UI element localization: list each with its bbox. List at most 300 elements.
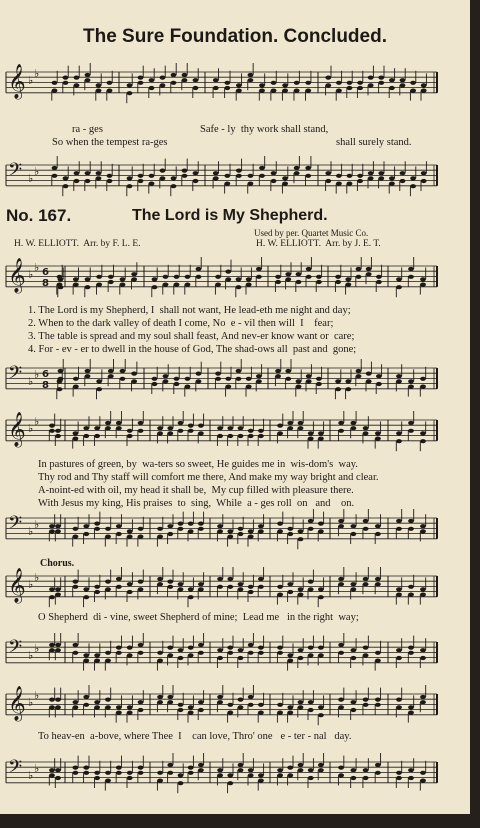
- note-head: [227, 585, 233, 589]
- note-head: [248, 434, 254, 438]
- note-head: [375, 763, 381, 767]
- note-head: [49, 424, 55, 428]
- verse-1-line-a: 1. The Lord is my Shepherd, I shall not want, He lead-eth me night and day;: [28, 305, 351, 316]
- note-head: [107, 89, 113, 93]
- note-head: [338, 651, 344, 655]
- time-signature-top: 6: [42, 369, 49, 380]
- note-head: [167, 653, 173, 657]
- note-head: [350, 776, 356, 780]
- note-head: [378, 81, 384, 85]
- time-signature-bottom: 8: [42, 278, 49, 289]
- note-head: [198, 708, 204, 712]
- note-head: [157, 779, 163, 783]
- note-head: [107, 81, 113, 85]
- note-head: [305, 166, 311, 170]
- note-head: [94, 527, 100, 531]
- note-head: [105, 651, 111, 655]
- note-head: [152, 382, 158, 386]
- note-head: [131, 277, 137, 281]
- note-head: [178, 708, 184, 712]
- note-head: [73, 377, 79, 381]
- note-head: [160, 76, 166, 80]
- time-signature-bottom: 8: [42, 380, 49, 391]
- note-head: [336, 81, 342, 85]
- flat-icon: ♭: [28, 172, 34, 185]
- note-head: [138, 587, 144, 591]
- note-head: [188, 522, 194, 526]
- note-head: [420, 529, 426, 533]
- note-head: [366, 379, 372, 383]
- note-head: [171, 73, 177, 77]
- note-head: [350, 768, 356, 772]
- note-head: [258, 529, 264, 533]
- note-head: [400, 171, 406, 175]
- note-head: [325, 76, 331, 80]
- note-head: [408, 275, 414, 279]
- note-head: [420, 439, 426, 443]
- note-head: [138, 174, 144, 178]
- note-head: [227, 773, 233, 777]
- note-head: [277, 703, 283, 707]
- flat-icon: ♭: [28, 696, 34, 709]
- note-head: [73, 585, 79, 589]
- note-head: [256, 275, 262, 279]
- note-head: [213, 86, 219, 90]
- note-head: [396, 285, 402, 289]
- note-head: [375, 651, 381, 655]
- note-head: [227, 577, 233, 581]
- note-head: [396, 776, 402, 780]
- note-head: [107, 179, 113, 183]
- note-head: [421, 179, 427, 183]
- note-head: [236, 377, 242, 381]
- note-head: [120, 283, 126, 287]
- note-head: [408, 646, 414, 650]
- note-head: [178, 703, 184, 707]
- note-head: [178, 648, 184, 652]
- note-head: [396, 593, 402, 597]
- note-head: [138, 535, 144, 539]
- note-head: [213, 171, 219, 175]
- note-head: [178, 587, 184, 591]
- note-head: [178, 582, 184, 586]
- note-head: [277, 424, 283, 428]
- note-head: [375, 437, 381, 441]
- note-head: [149, 174, 155, 178]
- note-head: [188, 587, 194, 591]
- note-head: [420, 385, 426, 389]
- note-head: [52, 89, 58, 93]
- note-head: [408, 711, 414, 715]
- note-head: [213, 78, 219, 82]
- note-head: [85, 277, 91, 281]
- note-head: [275, 374, 281, 378]
- note-head: [167, 580, 173, 584]
- note-head: [116, 766, 122, 770]
- note-head: [73, 771, 79, 775]
- note-head: [174, 283, 180, 287]
- note-head: [83, 659, 89, 663]
- note-head: [188, 653, 194, 657]
- note-head: [85, 374, 91, 378]
- note-head: [408, 705, 414, 709]
- note-head: [127, 83, 133, 87]
- note-head: [105, 527, 111, 531]
- note-head: [347, 174, 353, 178]
- note-head: [138, 580, 144, 584]
- note-head: [127, 184, 133, 188]
- note-head: [335, 275, 341, 279]
- note-head: [224, 86, 230, 90]
- note-head: [338, 643, 344, 647]
- note-head: [420, 779, 426, 783]
- flat-icon: ♭: [34, 67, 40, 80]
- note-head: [73, 385, 79, 389]
- note-head: [55, 705, 61, 709]
- note-head: [127, 711, 133, 715]
- note-head: [74, 83, 80, 87]
- bass-clef-icon: 𝄢: [8, 513, 23, 538]
- note-head: [350, 582, 356, 586]
- note-head: [294, 171, 300, 175]
- note-head: [198, 587, 204, 591]
- note-head: [318, 713, 324, 717]
- note-head: [236, 369, 242, 373]
- verse-3-line-b: A-noint-ed with oil, my head it shall be, My cup filled with pleasure there.: [38, 485, 354, 496]
- note-head: [196, 379, 202, 383]
- note-head: [308, 700, 314, 704]
- note-head: [188, 705, 194, 709]
- note-head: [316, 275, 322, 279]
- note-head: [316, 382, 322, 386]
- note-head: [259, 89, 265, 93]
- note-head: [49, 705, 55, 709]
- note-head: [420, 277, 426, 281]
- note-head: [275, 280, 281, 284]
- note-head: [105, 421, 111, 425]
- note-head: [336, 89, 342, 93]
- note-head: [225, 377, 231, 381]
- note-head: [420, 377, 426, 381]
- chorus-line-1: O Shepherd di - vine, sweet Shepherd of mine; Lead me in the right way;: [38, 612, 359, 623]
- note-head: [308, 431, 314, 435]
- note-head: [248, 651, 254, 655]
- note-head: [308, 527, 314, 531]
- note-head: [347, 182, 353, 186]
- note-head: [83, 771, 89, 775]
- note-head: [85, 179, 91, 183]
- note-head: [227, 646, 233, 650]
- note-head: [160, 83, 166, 87]
- note-head: [138, 421, 144, 425]
- credit-right: H. W. ELLIOTT. Arr. by J. E. T.: [256, 239, 381, 249]
- note-head: [408, 429, 414, 433]
- note-head: [376, 280, 382, 284]
- note-head: [73, 437, 79, 441]
- note-head: [410, 81, 416, 85]
- note-head: [308, 519, 314, 523]
- note-head: [296, 385, 302, 389]
- note-head: [287, 582, 293, 586]
- note-head: [368, 83, 374, 87]
- note-head: [408, 379, 414, 383]
- note-head: [182, 174, 188, 178]
- note-head: [350, 524, 356, 528]
- note-head: [157, 426, 163, 430]
- verse-4-line-a: 4. For - ev - er to dwell in the house of God, The shad-ows all past and gone;: [28, 344, 357, 355]
- note-head: [127, 434, 133, 438]
- note-head: [298, 537, 304, 541]
- note-head: [94, 434, 100, 438]
- note-head: [85, 171, 91, 175]
- concluded-lyric-1-right: Safe - ly thy work shall stand,: [200, 124, 329, 135]
- note-head: [248, 78, 254, 82]
- note-head: [308, 708, 314, 712]
- flat-icon: ♭: [28, 578, 34, 591]
- note-head: [227, 434, 233, 438]
- note-head: [215, 275, 221, 279]
- note-head: [350, 587, 356, 591]
- note-head: [421, 83, 427, 87]
- note-head: [256, 374, 262, 378]
- note-head: [338, 577, 344, 581]
- note-head: [258, 703, 264, 707]
- note-head: [345, 379, 351, 383]
- note-head: [336, 182, 342, 186]
- flat-icon: ♭: [28, 74, 34, 87]
- note-head: [116, 426, 122, 430]
- note-head: [217, 656, 223, 660]
- note-head: [185, 283, 191, 287]
- note-head: [287, 773, 293, 777]
- note-head: [271, 89, 277, 93]
- note-head: [275, 369, 281, 373]
- note-head: [138, 771, 144, 775]
- note-head: [157, 651, 163, 655]
- note-head: [238, 527, 244, 531]
- note-head: [127, 776, 133, 780]
- note-head: [410, 184, 416, 188]
- note-head: [258, 711, 264, 715]
- note-head: [105, 659, 111, 663]
- note-head: [248, 695, 254, 699]
- note-head: [375, 532, 381, 536]
- note-head: [400, 78, 406, 82]
- chorus-label: Chorus.: [40, 558, 75, 569]
- note-head: [408, 527, 414, 531]
- note-head: [338, 705, 344, 709]
- note-head: [316, 280, 322, 284]
- note-head: [256, 267, 262, 271]
- note-head: [246, 277, 252, 281]
- flat-icon: ♭: [34, 689, 40, 702]
- note-head: [356, 275, 362, 279]
- note-head: [73, 700, 79, 704]
- note-head: [375, 524, 381, 528]
- treble-clef-icon: 𝄞: [8, 686, 26, 721]
- note-head: [224, 174, 230, 178]
- note-head: [305, 174, 311, 178]
- note-head: [318, 431, 324, 435]
- note-head: [58, 369, 64, 373]
- note-head: [152, 285, 158, 289]
- note-head: [198, 522, 204, 526]
- note-head: [105, 426, 111, 430]
- note-head: [167, 426, 173, 430]
- note-head: [248, 529, 254, 533]
- note-head: [258, 646, 264, 650]
- note-head: [238, 587, 244, 591]
- note-head: [96, 283, 102, 287]
- note-head: [246, 283, 252, 287]
- note-head: [408, 519, 414, 523]
- note-head: [287, 527, 293, 531]
- note-head: [178, 522, 184, 526]
- note-head: [138, 81, 144, 85]
- note-head: [363, 426, 369, 430]
- bass-clef-icon: 𝄢: [8, 160, 23, 185]
- note-head: [73, 766, 79, 770]
- permission-note: Used by per. Quartet Music Co.: [254, 228, 369, 238]
- note-head: [157, 700, 163, 704]
- note-head: [318, 763, 324, 767]
- note-head: [420, 656, 426, 660]
- note-head: [174, 377, 180, 381]
- note-head: [338, 429, 344, 433]
- treble-clef-icon: 𝄞: [8, 568, 26, 603]
- credit-left: H. W. ELLIOTT. Arr. by F. L. E.: [14, 239, 141, 249]
- note-head: [277, 529, 283, 533]
- note-head: [85, 285, 91, 289]
- note-head: [410, 176, 416, 180]
- note-head: [366, 372, 372, 376]
- note-head: [298, 700, 304, 704]
- note-head: [55, 768, 61, 772]
- note-head: [188, 771, 194, 775]
- note-head: [174, 275, 180, 279]
- note-head: [375, 698, 381, 702]
- note-head: [157, 535, 163, 539]
- note-head: [178, 527, 184, 531]
- note-head: [338, 773, 344, 777]
- note-head: [338, 582, 344, 586]
- note-head: [421, 89, 427, 93]
- note-head: [73, 277, 79, 281]
- note-head: [298, 529, 304, 533]
- note-head: [157, 577, 163, 581]
- note-head: [294, 89, 300, 93]
- note-head: [420, 431, 426, 435]
- note-head: [108, 369, 114, 373]
- note-head: [376, 382, 382, 386]
- note-head: [318, 529, 324, 533]
- flat-icon: ♭: [28, 649, 34, 662]
- note-head: [83, 532, 89, 536]
- note-head: [83, 524, 89, 528]
- note-head: [167, 431, 173, 435]
- note-head: [363, 698, 369, 702]
- note-head: [127, 176, 133, 180]
- bass-clef-icon: 𝄢: [8, 757, 23, 782]
- note-head: [52, 166, 58, 170]
- note-head: [116, 705, 122, 709]
- note-head: [363, 431, 369, 435]
- note-head: [238, 656, 244, 660]
- note-head: [298, 648, 304, 652]
- note-head: [157, 659, 163, 663]
- note-head: [163, 283, 169, 287]
- note-head: [63, 81, 69, 85]
- note-head: [83, 434, 89, 438]
- note-head: [335, 379, 341, 383]
- flat-icon: ♭: [28, 268, 34, 281]
- note-head: [196, 372, 202, 376]
- note-head: [308, 437, 314, 441]
- note-head: [196, 267, 202, 271]
- note-head: [217, 529, 223, 533]
- note-head: [58, 277, 64, 281]
- note-head: [396, 277, 402, 281]
- note-head: [94, 653, 100, 657]
- note-head: [410, 89, 416, 93]
- note-head: [105, 535, 111, 539]
- note-head: [127, 653, 133, 657]
- note-head: [73, 527, 79, 531]
- note-head: [160, 169, 166, 173]
- note-head: [296, 272, 302, 276]
- note-head: [225, 385, 231, 389]
- flat-icon: ♭: [28, 525, 34, 538]
- note-head: [73, 705, 79, 709]
- note-head: [350, 656, 356, 660]
- note-head: [198, 582, 204, 586]
- note-head: [96, 171, 102, 175]
- note-head: [408, 385, 414, 389]
- note-head: [138, 651, 144, 655]
- note-head: [248, 429, 254, 433]
- chorus-line-2: To heav-en a-bove, where Thee I can love, Thro' one e - ter - nal day.: [38, 731, 352, 742]
- note-head: [227, 703, 233, 707]
- note-head: [213, 176, 219, 180]
- note-head: [350, 426, 356, 430]
- note-head: [282, 176, 288, 180]
- note-head: [277, 585, 283, 589]
- note-head: [248, 535, 254, 539]
- note-head: [49, 529, 55, 533]
- note-head: [167, 771, 173, 775]
- note-head: [285, 277, 291, 281]
- note-head: [138, 76, 144, 80]
- note-head: [357, 86, 363, 90]
- note-head: [120, 369, 126, 373]
- note-head: [185, 385, 191, 389]
- note-head: [105, 779, 111, 783]
- note-head: [120, 277, 126, 281]
- note-head: [167, 763, 173, 767]
- note-head: [83, 426, 89, 430]
- note-head: [238, 648, 244, 652]
- note-head: [376, 275, 382, 279]
- note-head: [345, 283, 351, 287]
- note-head: [52, 81, 58, 85]
- note-head: [408, 421, 414, 425]
- bass-clef-icon: 𝄢: [8, 363, 23, 388]
- note-head: [238, 698, 244, 702]
- note-head: [49, 429, 55, 433]
- flat-icon: ♭: [34, 762, 40, 775]
- note-head: [368, 76, 374, 80]
- note-head: [96, 275, 102, 279]
